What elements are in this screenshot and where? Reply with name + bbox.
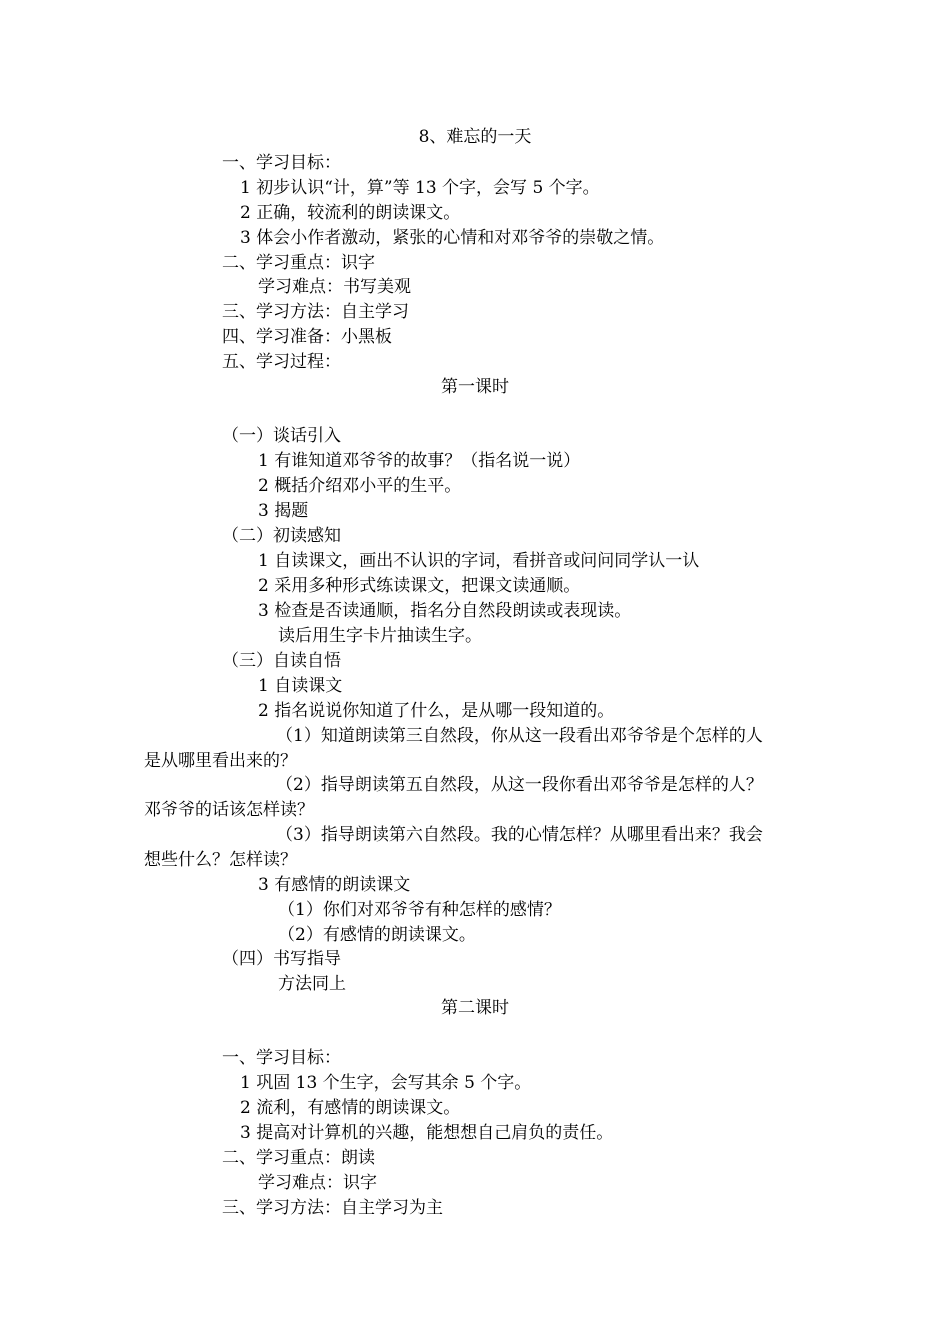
step-heading: （三）自读自悟 — [222, 651, 341, 671]
step-item: 3 有感情的朗读课文 — [258, 875, 411, 895]
sub-item-continued: 是从哪里看出来的？ — [144, 751, 297, 771]
sub-item: （1）知道朗读第三自然段，你从这一段看出邓爷爷是个怎样的人 — [276, 726, 763, 746]
step-heading: （四）书写指导 — [222, 949, 341, 969]
step-item: 3 揭题 — [258, 501, 309, 521]
goal-item: 3 体会小作者激动，紧张的心情和对邓爷爷的崇敬之情。 — [240, 228, 665, 248]
goal-item: 1 初步认识“计，算”等 13 个字，会写 5 个字。 — [240, 178, 600, 198]
sub-item-continued: 邓爷爷的话该怎样读？ — [144, 800, 314, 820]
key-point: 二、学习重点：朗读 — [222, 1148, 375, 1168]
lesson-one-heading: 第一课时 — [441, 377, 509, 397]
step-item: 2 概括介绍邓小平的生平。 — [258, 476, 462, 496]
step-heading: （二）初读感知 — [222, 526, 341, 546]
process-heading: 五、学习过程： — [222, 352, 341, 372]
goal-item: 1 巩固 13 个生字，会写其余 5 个字。 — [240, 1073, 532, 1093]
step-heading: （一）谈话引入 — [222, 426, 341, 446]
goal-item: 3 提高对计算机的兴趣，能想想自己肩负的责任。 — [240, 1123, 614, 1143]
goal-item: 2 正确，较流利的朗读课文。 — [240, 203, 461, 223]
lesson-two-heading: 第二课时 — [441, 998, 509, 1018]
step-item: 读后用生字卡片抽读生字。 — [278, 626, 482, 646]
preparation: 四、学习准备：小黑板 — [222, 327, 392, 347]
sub-item: （3）指导朗读第六自然段。我的心情怎样？从哪里看出来？我会 — [276, 825, 763, 845]
step-item: 1 自读课文，画出不认识的字词，看拼音或问问同学认一认 — [258, 551, 700, 571]
page-title: 8、难忘的一天 — [418, 127, 532, 147]
sub-item: （2）有感情的朗读课文。 — [278, 925, 476, 945]
goals-heading: 一、学习目标： — [222, 153, 341, 173]
step-item: 1 有谁知道邓爷爷的故事？（指名说一说） — [258, 451, 581, 471]
step-item: 1 自读课文 — [258, 676, 343, 696]
sub-item: （1）你们对邓爷爷有种怎样的感情？ — [278, 900, 561, 920]
key-point: 二、学习重点：识字 — [222, 253, 375, 273]
goal-item: 2 流利，有感情的朗读课文。 — [240, 1098, 461, 1118]
step-item: 3 检查是否读通顺，指名分自然段朗读或表现读。 — [258, 601, 632, 621]
step-item: 方法同上 — [278, 974, 346, 994]
difficulty: 学习难点：识字 — [258, 1173, 377, 1193]
step-item: 2 指名说说你知道了什么，是从哪一段知道的。 — [258, 701, 615, 721]
sub-item: （2）指导朗读第五自然段，从这一段你看出邓爷爷是怎样的人？ — [276, 775, 763, 795]
step-item: 2 采用多种形式练读课文，把课文读通顺。 — [258, 576, 581, 596]
sub-item-continued: 想些什么？怎样读？ — [144, 850, 297, 870]
method: 三、学习方法：自主学习为主 — [222, 1198, 443, 1218]
goals-heading: 一、学习目标： — [222, 1048, 341, 1068]
difficulty: 学习难点：书写美观 — [258, 277, 411, 297]
method: 三、学习方法：自主学习 — [222, 302, 409, 322]
